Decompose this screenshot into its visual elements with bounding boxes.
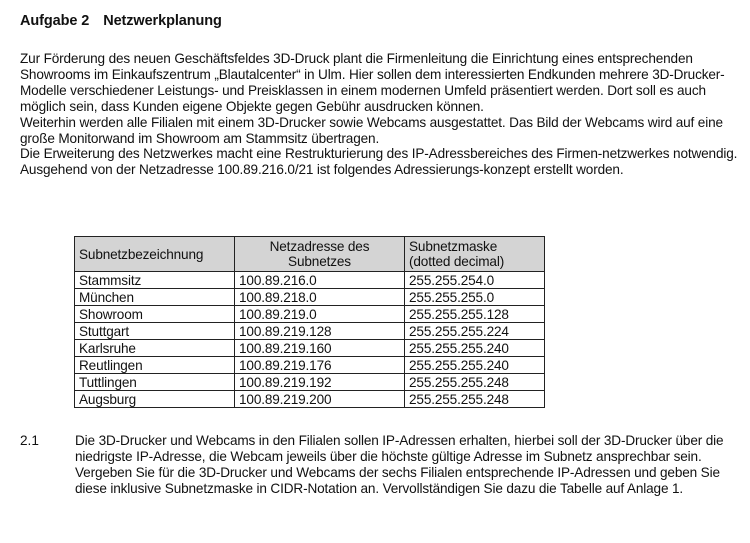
question-number: 2.1 — [20, 433, 39, 448]
table-row — [75, 340, 545, 357]
question-paragraph: Vergeben Sie für die 3D-Drucker und Webcams der sechs Filialen entsprechende IP-Adressen und geben Sie diese inklusive Subnetzmaske in CIDR-Notation an. Vervollständigen Sie dazu die Tabelle auf Anlage 1. — [75, 464, 720, 496]
table-row — [75, 272, 545, 289]
cell-network-address: 100.89.219.176 — [235, 357, 405, 374]
task-number: Aufgabe 2 — [20, 13, 90, 29]
cell-subnet-mask: 255.255.254.0 — [405, 272, 545, 289]
cell-subnet-name: Showroom — [75, 306, 235, 323]
table-row — [75, 289, 545, 306]
cell-subnet-name: Karlsruhe — [75, 340, 235, 357]
intro-text — [20, 51, 740, 178]
subnet-table — [74, 236, 545, 408]
table-header-row — [75, 237, 545, 272]
table-row — [75, 391, 545, 408]
cell-subnet-name: München — [75, 289, 235, 306]
cell-subnet-mask: 255.255.255.248 — [405, 391, 545, 408]
cell-subnet-mask: 255.255.255.224 — [405, 323, 545, 340]
table-row — [75, 374, 545, 391]
table-row — [75, 357, 545, 374]
table-row — [75, 306, 545, 323]
cell-network-address: 100.89.218.0 — [235, 289, 405, 306]
task-title: Netzwerkplanung — [103, 13, 222, 29]
cell-subnet-mask: 255.255.255.0 — [405, 289, 545, 306]
cell-subnet-name: Tuttlingen — [75, 374, 235, 391]
cell-network-address: 100.89.219.192 — [235, 374, 405, 391]
cell-subnet-mask: 255.255.255.128 — [405, 306, 545, 323]
cell-subnet-name: Stuttgart — [75, 323, 235, 340]
intro-paragraph: Zur Förderung des neuen Geschäftsfeldes 3D-Druck plant die Firmenleitung die Einrichtung eines entsprechenden Showrooms im Einkaufszentrum „Blautalcenter“ in Ulm. Hier sollen dem interessierten Endkunden mehrere 3D-Drucker-Modelle verschiedener Leistungs- und Preisklassen in einem modernen Umfeld präsentiert werden. Dort soll es auch möglich sein, dass Kunden eigene Objekte gegen Gebühr ausdrucken können. — [20, 51, 725, 114]
cell-network-address: 100.89.219.128 — [235, 323, 405, 340]
header-network-address: Netzadresse des Subnetzes — [235, 237, 405, 272]
cell-subnet-name: Augsburg — [75, 391, 235, 408]
cell-network-address: 100.89.216.0 — [235, 272, 405, 289]
cell-subnet-mask: 255.255.255.240 — [405, 340, 545, 357]
cell-subnet-mask: 255.255.255.248 — [405, 374, 545, 391]
intro-paragraph: Weiterhin werden alle Filialen mit einem 3D-Drucker sowie Webcams ausgestattet. Das Bild der Webcams wird auf eine große Monitorwand im Showroom am Stammsitz übertragen. — [20, 114, 723, 146]
header-subnet-mask: Subnetzmaske (dotted decimal) — [405, 237, 545, 272]
cell-network-address: 100.89.219.0 — [235, 306, 405, 323]
cell-network-address: 100.89.219.200 — [235, 391, 405, 408]
question-paragraph: Die 3D-Drucker und Webcams in den Filialen sollen IP-Adressen erhalten, hierbei soll der 3D-Drucker über die niedrigste IP-Adresse, die Webcam jeweils über die höchste gültige Adresse im Subnetz ansprechbar sein. — [75, 433, 724, 464]
table-row — [75, 323, 545, 340]
cell-subnet-name: Reutlingen — [75, 357, 235, 374]
intro-paragraph: Die Erweiterung des Netzwerkes macht eine Restrukturierung des IP-Adressbereiches des Firmen-netzwerkes notwendig. Ausgehend von der Netzadresse 100.89.216.0/21 ist folgendes Adressierungs-konzept erstellt worden. — [20, 146, 738, 178]
header-subnet-name: Subnetzbezeichnung — [75, 237, 235, 272]
cell-subnet-mask: 255.255.255.240 — [405, 357, 545, 374]
cell-network-address: 100.89.219.160 — [235, 340, 405, 357]
task-heading — [20, 13, 222, 29]
question-text — [75, 433, 735, 497]
cell-subnet-name: Stammsitz — [75, 272, 235, 289]
